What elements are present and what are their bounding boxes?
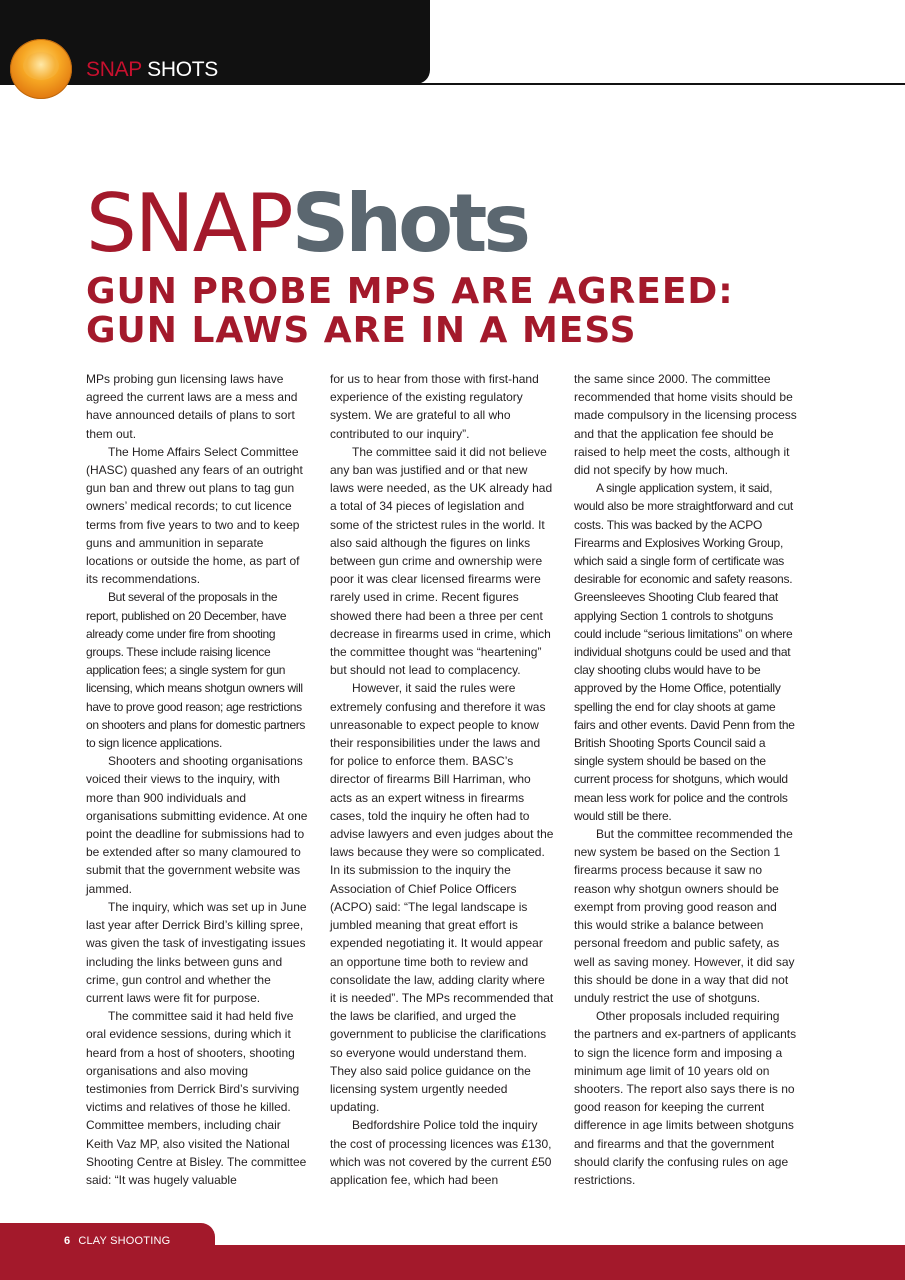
paragraph: The Home Affairs Select Committee (HASC) quashed any fears of an outright gun ban and threw out plans to tag gun owners’ medical records; to cut licence terms from five years to two and to keep guns and ammunition in separate locations or outside the home, as part of its recommendations. — [86, 444, 303, 587]
paragraph: MPs probing gun licensing laws have agreed the current laws are a mess and have announced details of plans to sort them out. — [86, 372, 298, 441]
paragraph: Other proposals included requiring the partners and ex-partners of applicants to sign the licence form and imposing a minimum age limit of 10 years old on shooters. The report also says there is no good reason for keeping the current difference in age limits between shotguns and firearms and that the government should clarify the confusing rules on age restrictions. — [574, 1009, 797, 1187]
header-rule — [0, 83, 905, 85]
paragraph: the same since 2000. The committee recommended that home visits should be made compulsory in the licensing process and that the application fee should be raised to help meet the costs, although it did not specify by how much. — [574, 372, 797, 478]
paragraph: The committee said it did not believe any ban was justified and or that new laws were needed, as the UK already had a total of 34 pieces of legislation and some of the strictest rules in the world. It also said although the figures on links between gun crime and ownership were poor it was clear licensed firearms were rarely used in crime. Recent figures showed there had been a three per cent decrease in firearms used in crime, which the committee thought was “heartening” but should not lead to complacency. — [330, 444, 553, 678]
paragraph: But the committee recommended the new system be based on the Section 1 firearms process because it saw no reason why shotgun owners should be exempt from proving good reason and this would strike a balance between personal freedom and public safety, as well as saving money. However, it did say this should be done in a way that did not unduly restrict the use of shotguns. — [574, 827, 795, 1005]
paragraph: The inquiry, which was set up in June last year after Derrick Bird’s killing spree, was given the task of investigating issues including the links between guns and crime, gun control and whether the current laws were fit for purpose. — [86, 899, 307, 1005]
article-body — [86, 370, 798, 1200]
column-2 — [330, 370, 554, 1200]
masthead-thin: SNAP — [86, 177, 292, 270]
paragraph: for us to hear from those with first-hand experience of the existing regulatory system. We are grateful to all who contributed to our inquiry”. — [330, 372, 539, 441]
section-label-rest: SHOTS — [141, 58, 218, 81]
paragraph: Bedfordshire Police told the inquiry the cost of processing licences was £130, which was not covered by the current £50 application fee, which had been — [330, 1118, 552, 1187]
page-number: 6 — [64, 1235, 71, 1247]
section-label-red: SNAP — [86, 58, 142, 81]
clay-target-icon — [10, 39, 72, 99]
folio — [64, 1235, 170, 1247]
paragraph: Shooters and shooting organisations voiced their views to the inquiry, with more than 900 individuals and organisations submitting evidence. At one point the deadline for submissions had to be extended after so many clamoured to submit that the government website was jammed. — [86, 754, 308, 896]
headline — [86, 272, 846, 350]
section-label — [86, 58, 218, 82]
paragraph: A single application system, it said, would also be more straightforward and cut costs. This was backed by the ACPO Firearms and Explosives Working Group, which said a single form of certificate was desirable for economic and safety reasons. Greensleeves Shooting Club feared that applying Section 1 controls to shotguns could include “serious limitations” on where individual shotguns could be used and that clay shooting clubs would have to be approved by the Home Office, potentially spelling the end for clay shoots at game fairs and other events. David Penn from the British Shooting Sports Council said a single system should be based on the current process for shotguns, which would mean less work for police and the controls would still be there. — [574, 481, 795, 823]
masthead — [86, 177, 527, 270]
paragraph: However, it said the rules were extremely confusing and therefore it was unreasonable to expect people to know their responsibilities under the laws and for police to enforce them. BASC’s director of firearms Bill Harriman, who acts as an expert witness in firearms cases, told the inquiry he often had to advise lawyers and even judges about the laws because they were so complicated. In its submission to the inquiry the Association of Chief Police Officers (ACPO) said: “The legal landscape is jumbled meaning that great effort is expended negotiating it. It would appear an opportune time both to review and consolidate the law, adding clarity where it is needed”. The MPs recommended that the laws be clarified, and urged the government to publicise the clarifications so everyone would understand them. They also said police guidance on the licensing system urgently needed updating. — [330, 681, 554, 1115]
headline-line-1: GUN PROBE MPS ARE AGREED: — [86, 271, 734, 312]
column-1 — [86, 370, 310, 1200]
paragraph: But several of the proposals in the report, published on 20 December, have already come under fire from shooting groups. These include raising licence application fees; a single system for gun licensing, which means shotgun owners will have to prove good reason; age restrictions on shooters and plans for domestic partners to sign licence applications. — [86, 590, 306, 751]
paragraph: The committee said it had held five oral evidence sessions, during which it heard from a host of shooters, shooting organisations and also moving testimonies from Derrick Bird’s surviving victims and relatives of those he killed. Committee members, including chair Keith Vaz MP, also visited the National Shooting Centre at Bisley. The committee said: “It was hugely valuable — [86, 1009, 307, 1187]
headline-line-2: GUN LAWS ARE IN A MESS — [86, 310, 637, 351]
magazine-name: CLAY SHOOTING — [78, 1235, 171, 1247]
masthead-bold: Shots — [291, 177, 527, 270]
footer-tab — [0, 1223, 215, 1280]
column-3 — [574, 370, 798, 1200]
